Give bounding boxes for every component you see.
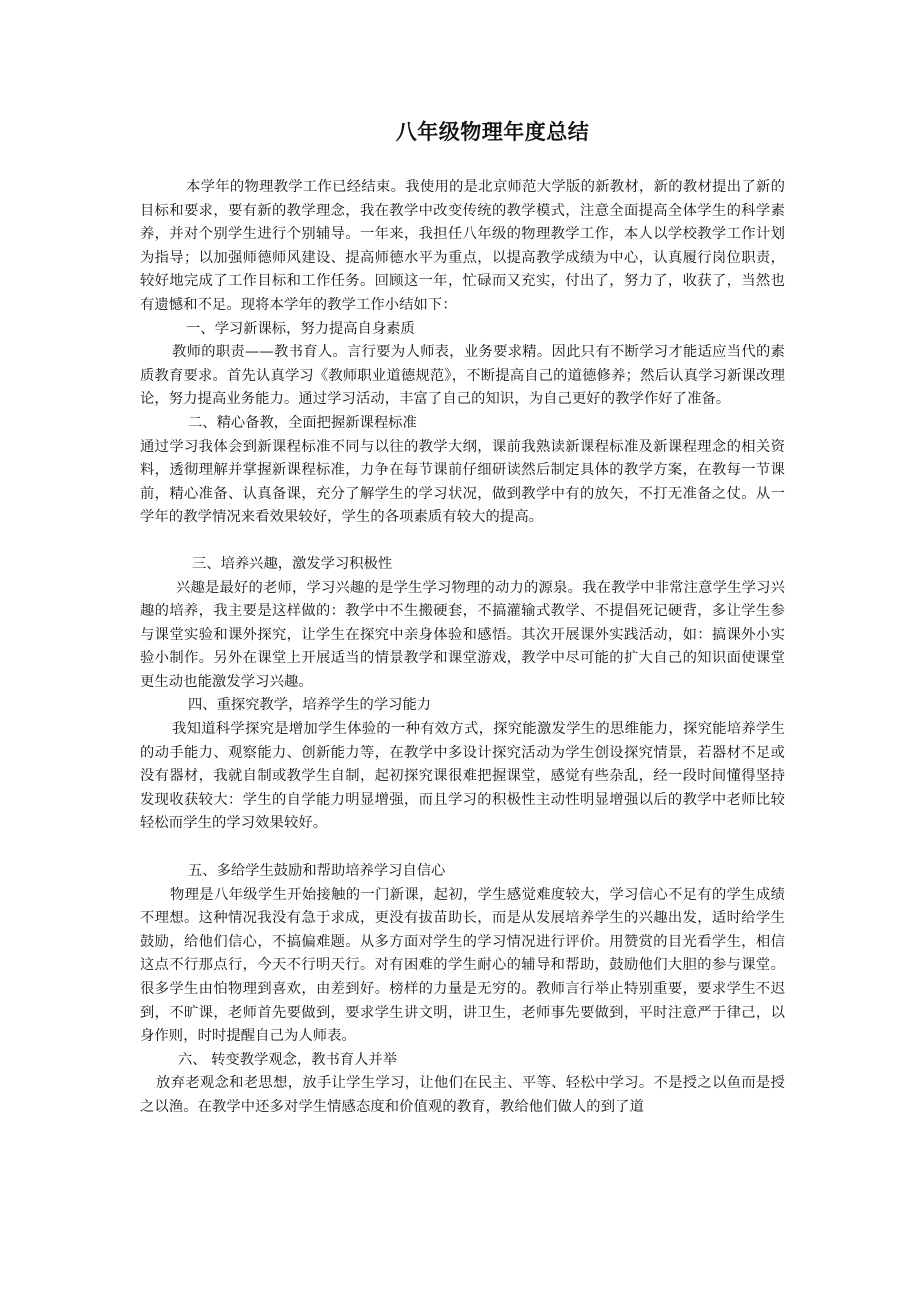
section-heading-2: 二、精心备教，全面把握新课程标准 (188, 414, 417, 431)
document-page (140, 118, 785, 1120)
document-title: 八年级物理年度总结 (395, 120, 590, 144)
section-heading-6: 六、 转变教学观念，教书育人并举 (178, 1051, 397, 1068)
section-body-5: 物理是八年级学生开始接触的一门新课，起初，学生感觉难度较大，学习信心不足有的学生成绩不理想。这种情况我没有急于求成，更没有拔苗助长，而是从发展培养学生的兴趣出发，适时给学生鼓励，给他们信心，不搞偏难题。从多方面对学生的学习情况进行评价。用赞赏的目光看学生，相信这点不行那点行，今天不行明天行。对有困难的学生耐心的辅导和帮助，鼓励他们大胆的参与课堂。很多学生由怕物理到喜欢，由差到好。榜样的力量是无穷的。教师言行举止特别重要，要求学生不迟到，不旷课，老师首先要做到，要求学生讲文明，讲卫生，老师事先要做到，平时注意严于律己，以身作则，时时提醒自己为人师表。 (140, 886, 785, 1045)
intro-paragraph: 本学年的物理教学工作已经结束。我使用的是北京师范大学版的新教材，新的教材提出了新的目标和要求，要有新的教学理念，我在教学中改变传统的教学模式，注意全面提高全体学生的科学素养，并对个别学生进行个别辅导。一年来，我担任八年级的物理教学工作，本人以学校教学工作计划为指导；以加强师德师风建设、提高师德水平为重点，以提高教学成绩为中心，认真履行岗位职责，较好地完成了工作目标和工作任务。回顾这一年，忙碌而又充实，付出了，努力了，收获了，当然也有遗憾和不足。现将本学年的教学工作小结如下： (140, 179, 785, 313)
section-body-4: 我知道科学探究是增加学生体验的一种有效方式，探究能激发学生的思维能力，探究能培养学生的动手能力、观察能力、创新能力等，在教学中多设计探究活动为学生创设探究情景，若器材不足或没有器材，我就自制或教学生自制，起初探究课很难把握课堂，感觉有些杂乱，经一段时间懂得坚持发现收获较大：学生的自学能力明显增强，而且学习的积极性主动性明显增强以后的教学中老师比较轻松而学生的学习效果较好。 (140, 721, 785, 832)
section-body-1: 教师的职责——教书育人。言行要为人师表，业务要求精。因此只有不断学习才能适应当代的素质教育要求。首先认真学习《教师职业道德规范》，不断提高自己的道德修养；然后认真学习新课改理论，努力提高业务能力。通过学习活动，丰富了自己的知识，为自己更好的教学作好了准备。 (140, 344, 785, 408)
section-heading-3: 三、培养兴趣，激发学习积极性 (192, 555, 393, 572)
section-body-2: 通过学习我体会到新课程标准不同与以往的教学大纲，课前我熟读新课程标准及新课程理念的相关资料，透彻理解并掌握新课程标准，力争在每节课前仔细研读然后制定具体的教学方案，在教每一节课前，精心准备、认真备课，充分了解学生的学习状况，做到教学中有的放矢，不打无准备之仗。从一学年的教学情况来看效果较好，学生的各项素质有较大的提高。 (140, 438, 785, 526)
section-body-3: 兴趣是最好的老师，学习兴趣的是学生学习物理的动力的源泉。我在教学中非常注意学生学习兴趣的培养，我主要是这样做的：教学中不生搬硬套，不搞灌输式教学、不提倡死记硬背，多让学生参与课堂实验和课外探究，让学生在探究中亲身体验和感悟。其次开展课外实践活动，如：搞课外小实验小制作。另外在课堂上开展适当的情景教学和课堂游戏，教学中尽可能的扩大自己的知识面使课堂更生动也能激发学习兴趣。 (140, 579, 785, 690)
section-heading-1: 一、学习新课标，努力提高自身素质 (186, 320, 415, 337)
section-body-6: 放弃老观念和老思想，放手让学生学习，让他们在民主、平等、轻松中学习。不是授之以鱼而是授之以渔。在教学中还多对学生情感态度和价值观的教育，教给他们做人的到了道 (140, 1075, 785, 1115)
section-heading-5: 五、多给学生鼓励和帮助培养学习自信心 (188, 863, 446, 880)
section-heading-4: 四、重探究教学，培养学生的学习能力 (188, 697, 432, 714)
